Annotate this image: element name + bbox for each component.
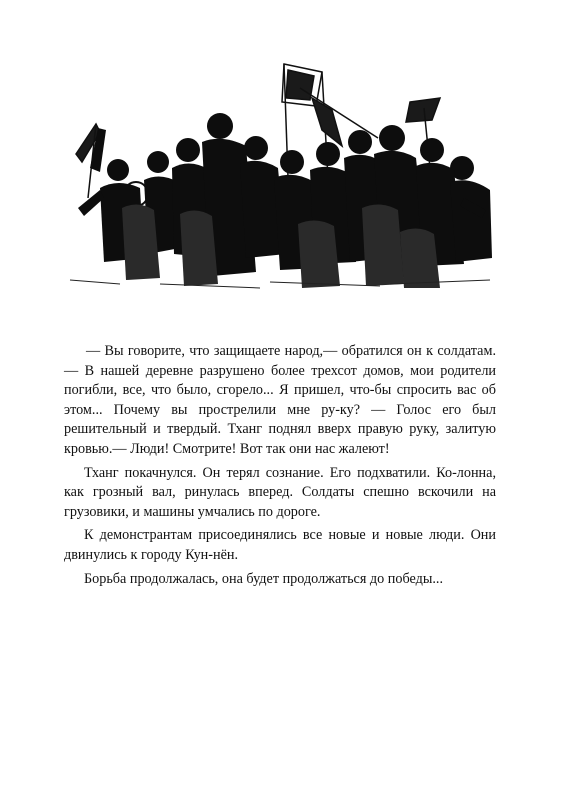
paragraph: Борьба продолжалась, она будет продолжаться до победы... [84,570,444,587]
crowd-illustration [60,58,496,290]
paragraph: — Вы говорите, что защищаете народ,— обратился он к солдатам.— В нашей деревне разрушено более трехсот домов, мои родители погибли, все, что было, сгорело... Я пришел, что-бы спросить вас об этом... Почему вы прострелили мне ру-ку? — Голос его был решительный и твердый. Тханг поднял вверх правую руку, залитую кровью.— Люди! Смотрите! Вот так они нас жалеют! [64,343,496,457]
paragraph: К демонстрантам присоединялись все новые и новые люди. Они двинулись к городу Кун-нён. [64,527,496,563]
paragraph: Тханг покачнулся. Он терял сознание. Его подхватили. Ко-лонна, как грозный вал, ринулась вперед. Солдаты спешно вскочили на грузовики, и машины умчались по дороге. [64,464,496,520]
story-text [64,342,496,593]
crowd-figures-icon [78,113,492,288]
